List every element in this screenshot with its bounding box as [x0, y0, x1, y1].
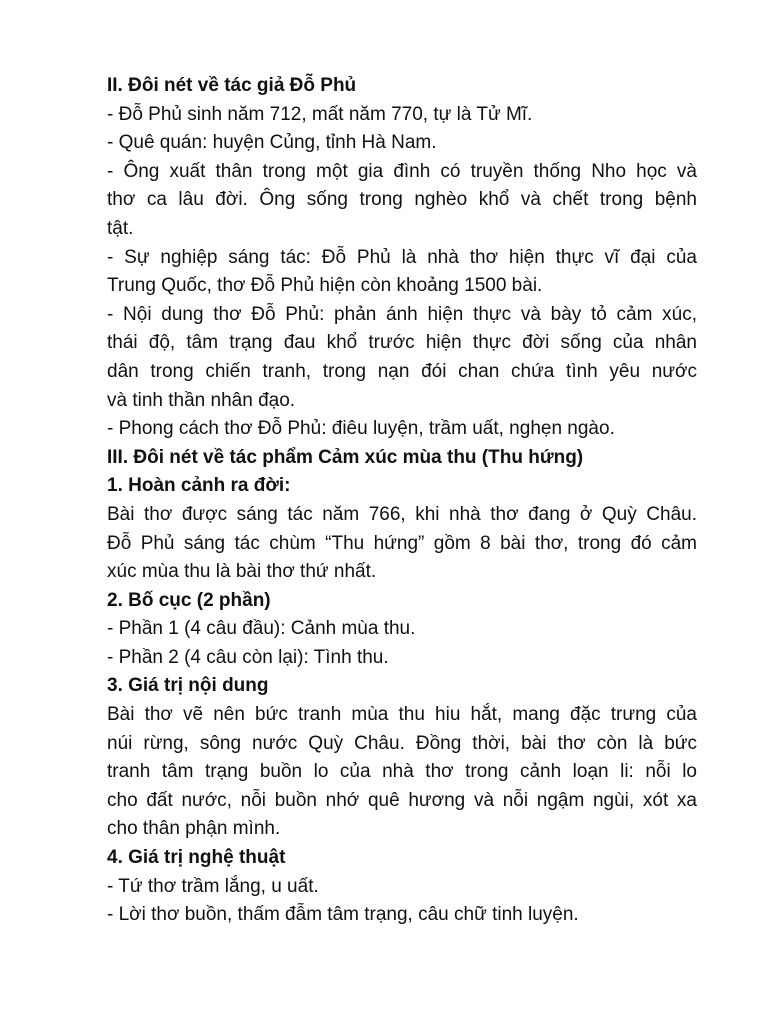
- art-value-line-2: - Lời thơ buồn, thấm đẫm tâm trạng, câu chữ tinh luyện.: [107, 904, 579, 926]
- content-value-line-1: Bài thơ vẽ nên bức tranh mùa thu hiu hắt, mang đặc trưng của: [107, 704, 697, 726]
- author-origin-line-3: tật.: [107, 217, 134, 239]
- content-value-line-3: tranh tâm trạng buồn lo của nhà thơ trong cảnh loạn li: nỗi lo: [107, 761, 697, 783]
- layout-part-2: - Phần 2 (4 câu còn lại): Tình thu.: [107, 646, 389, 668]
- context-line-1: Bài thơ được sáng tác năm 766, khi nhà thơ đang ở Quỳ Châu.: [107, 503, 697, 525]
- content-value-line-2: núi rừng, sông nước Quỳ Châu. Đồng thời, bài thơ còn là bức: [107, 732, 697, 754]
- context-line-2: Đỗ Phủ sáng tác chùm “Thu hứng” gồm 8 bài thơ, trong đó cảm: [107, 532, 697, 554]
- section-heading-author: II. Đôi nét về tác giả Đỗ Phủ: [107, 75, 357, 96]
- content-value-line-4: cho đất nước, nỗi buồn nhớ quê hương và nỗi ngậm ngùi, xót xa: [107, 789, 697, 811]
- author-content-line-1: - Nội dung thơ Đỗ Phủ: phản ánh hiện thực và bày tỏ cảm xúc,: [107, 303, 697, 325]
- subheading-content-value: 3. Giá trị nội dung: [107, 675, 269, 697]
- author-content-line-4: và tinh thần nhân đạo.: [107, 389, 296, 411]
- author-career-line-1: - Sự nghiệp sáng tác: Đỗ Phủ là nhà thơ hiện thực vĩ đại của: [107, 246, 697, 268]
- author-style-line: - Phong cách thơ Đỗ Phủ: điêu luyện, trầm uất, nghẹn ngào.: [107, 418, 615, 440]
- subheading-context: 1. Hoàn cảnh ra đời:: [107, 475, 291, 497]
- section-heading-work: III. Đôi nét về tác phẩm Cảm xúc mùa thu (Thu hứng): [107, 446, 584, 468]
- author-career-line-2: Trung Quốc, thơ Đỗ Phủ hiện còn khoảng 1500 bài.: [107, 275, 543, 297]
- author-content-line-2: thái độ, tâm trạng đau khổ trước hiện thực đời sống của nhân: [107, 332, 697, 354]
- subheading-art-value: 4. Giá trị nghệ thuật: [107, 847, 286, 869]
- subheading-layout: 2. Bố cục (2 phần): [107, 589, 271, 611]
- author-origin-line-1: - Ông xuất thân trong một gia đình có truyền thống Nho học và: [107, 160, 697, 182]
- context-line-3: xúc mùa thu là bài thơ thứ nhất.: [107, 561, 377, 583]
- document-page: [107, 72, 697, 930]
- author-birth-line: - Đỗ Phủ sinh năm 712, mất năm 770, tự là Tử Mĩ.: [107, 103, 533, 125]
- author-hometown-line: - Quê quán: huyện Củng, tỉnh Hà Nam.: [107, 132, 437, 154]
- art-value-line-1: - Tứ thơ trầm lắng, u uất.: [107, 875, 319, 897]
- content-value-line-5: cho thân phận mình.: [107, 818, 281, 840]
- layout-part-1: - Phần 1 (4 câu đầu): Cảnh mùa thu.: [107, 618, 416, 640]
- author-origin-line-2: thơ ca lâu đời. Ông sống trong nghèo khổ và chết trong bệnh: [107, 189, 697, 211]
- author-content-line-3: dân trong chiến tranh, trong nạn đói chan chứa tình yêu nước: [107, 360, 697, 382]
